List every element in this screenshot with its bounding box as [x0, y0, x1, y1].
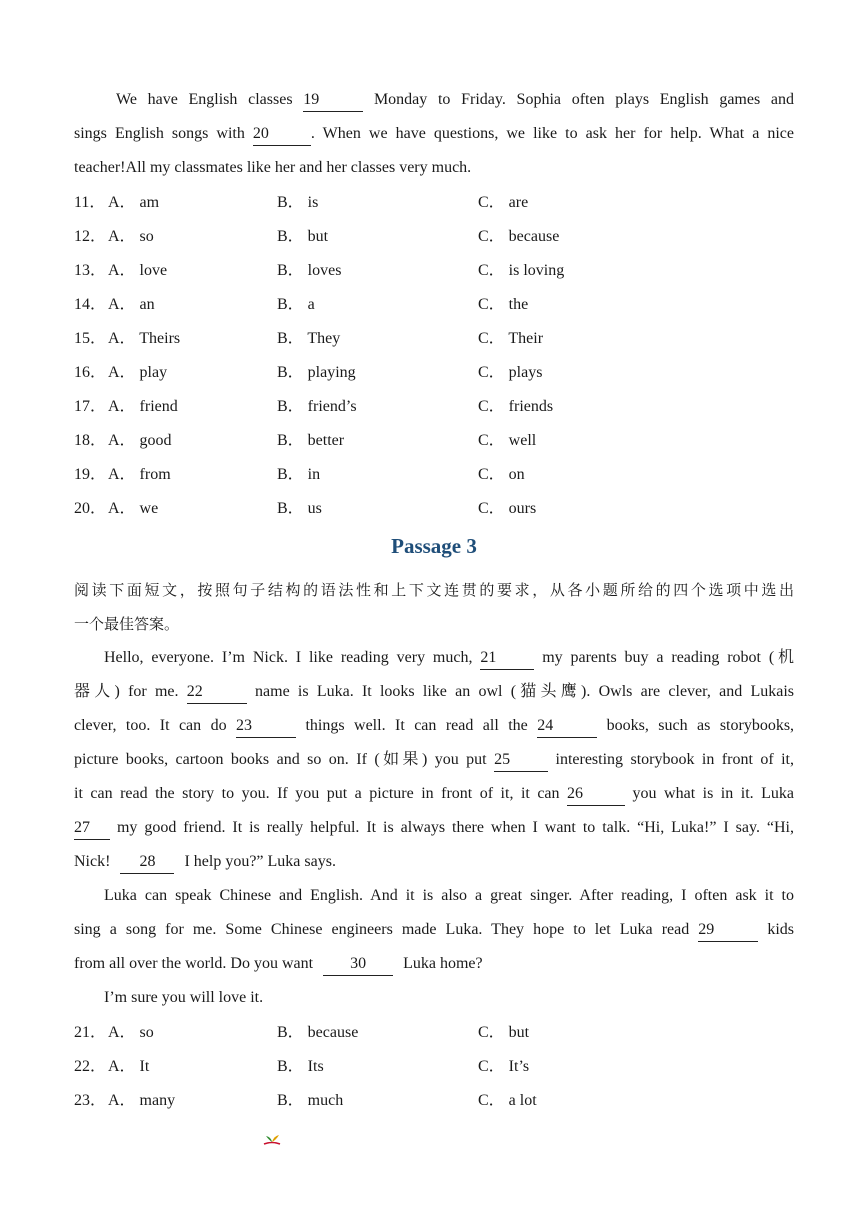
passage2-line-3: teacher!All my classmates like her and her classes very much.: [74, 159, 472, 176]
passage3-line-7: [74, 845, 794, 879]
question-row: [74, 1084, 794, 1118]
option-a: A． many: [108, 1092, 176, 1109]
text: I help you?” Luka says.: [184, 853, 336, 870]
question-row: [74, 356, 794, 390]
passage3-line-2: [74, 675, 794, 709]
question-row: [74, 1050, 794, 1084]
text: name is Luka. It looks like an owl (猫头鹰). Owls are clever, and Lukais: [255, 683, 794, 700]
option-c: C． ours: [478, 500, 537, 517]
question-number: 19．: [74, 466, 107, 483]
option-c: C． Their: [478, 330, 544, 347]
option-a: A． love: [108, 262, 168, 279]
question-number: 18．: [74, 432, 107, 449]
text: it can read the story to you. If you put a picture in front of it, it can: [74, 785, 560, 802]
question-number: 22．: [74, 1058, 107, 1075]
text: clever, too. It can do: [74, 717, 227, 734]
option-c: C． It’s: [478, 1058, 530, 1075]
question-row: [74, 322, 794, 356]
text: my good friend. It is really helpful. It is always there when I want to talk. “Hi, Luka!” I say. “Hi,: [116, 819, 794, 836]
question-row: [74, 254, 794, 288]
text: from all over the world. Do you want: [74, 955, 314, 972]
text: We have English classes: [116, 91, 293, 108]
option-a: A． It: [108, 1058, 150, 1075]
passage3-line-6: [74, 811, 794, 845]
option-a: A． we: [108, 500, 159, 517]
option-a: A． good: [108, 432, 172, 449]
passage3-line-10: [74, 947, 794, 981]
option-a: A． friend: [108, 398, 178, 415]
option-a: A． am: [108, 194, 160, 211]
option-c: C． well: [478, 432, 537, 449]
option-c: C． plays: [478, 364, 543, 381]
blank-19: 19: [303, 90, 363, 112]
passage3-line-3: [74, 709, 794, 743]
passage-title: Passage 3: [391, 534, 477, 558]
text: things well. It can read all the: [305, 717, 528, 734]
option-b: B． better: [277, 432, 345, 449]
option-b: B． us: [277, 500, 322, 517]
passage3-line-9: [74, 913, 794, 947]
blank-29: 29: [698, 920, 758, 942]
blank-23: 23: [236, 716, 296, 738]
text: 器人) for me.: [74, 683, 179, 700]
question-number: 16．: [74, 364, 107, 381]
text: picture books, cartoon books and so on. If (如果) you put: [74, 751, 487, 768]
question-number: 20．: [74, 500, 107, 517]
question-row: [74, 186, 794, 220]
question-number: 11．: [74, 194, 106, 211]
option-c: C． is loving: [478, 262, 565, 279]
option-c: C． but: [478, 1024, 530, 1041]
blank-26: 26: [567, 784, 625, 806]
passage2-line-2: [74, 117, 794, 151]
question-row: [74, 390, 794, 424]
text: my parents buy a reading robot (机: [542, 649, 795, 666]
option-b: B． a: [277, 296, 315, 313]
option-b: B． friend’s: [277, 398, 357, 415]
blank-21: 21: [480, 648, 534, 670]
text: you what is in it. Luka: [632, 785, 795, 802]
option-b: B． but: [277, 228, 329, 245]
option-b: B． Its: [277, 1058, 324, 1075]
blank-28: 28: [120, 852, 174, 874]
text: Luka home?: [403, 955, 483, 972]
question-number: 21．: [74, 1024, 107, 1041]
blank-22: 22: [187, 682, 247, 704]
text: . When we have questions, we like to ask her for help. What a nice: [310, 125, 795, 142]
question-number: 13．: [74, 262, 107, 279]
option-b: B． because: [277, 1024, 359, 1041]
option-a: A． from: [108, 466, 171, 483]
question-number: 17．: [74, 398, 107, 415]
sprout-logo-icon: [263, 1133, 281, 1145]
option-b: B． in: [277, 466, 321, 483]
passage3-line-4: [74, 743, 794, 777]
text: interesting storybook in front of it,: [555, 751, 794, 768]
passage2-line-1: [74, 83, 794, 117]
text: Monday to Friday. Sophia often plays English games and: [373, 91, 795, 108]
option-c: C． friends: [478, 398, 554, 415]
option-a: A． an: [108, 296, 155, 313]
blank-27: 27: [74, 818, 110, 840]
option-a: A． so: [108, 228, 154, 245]
blank-20: 20: [253, 124, 311, 146]
instruction-line-1: 阅读下面短文，按照句子结构的语法性和上下文连贯的要求，从各小题所给的四个选项中选出: [74, 581, 794, 599]
question-number: 15．: [74, 330, 107, 347]
option-c: C． because: [478, 228, 560, 245]
option-c: C． on: [478, 466, 525, 483]
option-b: B． playing: [277, 364, 356, 381]
question-row: [74, 424, 794, 458]
question-row: [74, 288, 794, 322]
option-c: C． are: [478, 194, 529, 211]
blank-30: 30: [323, 954, 393, 976]
option-a: A． so: [108, 1024, 154, 1041]
text: Hello, everyone. I’m Nick. I like reading very much,: [104, 649, 473, 666]
option-b: B． They: [277, 330, 341, 347]
text: Nick!: [74, 853, 111, 870]
option-b: B． much: [277, 1092, 344, 1109]
option-c: C． a lot: [478, 1092, 537, 1109]
option-b: B． is: [277, 194, 319, 211]
blank-24: 24: [537, 716, 597, 738]
question-row: [74, 458, 794, 492]
passage3-line-1: [74, 641, 794, 675]
question-row: [74, 220, 794, 254]
passage3-line-11: I’m sure you will love it.: [104, 989, 264, 1006]
question-row: [74, 1016, 794, 1050]
blank-25: 25: [494, 750, 548, 772]
question-number: 14．: [74, 296, 107, 313]
option-a: A． play: [108, 364, 168, 381]
option-c: C． the: [478, 296, 529, 313]
text: sing a song for me. Some Chinese engineers made Luka. They hope to let Luka read: [74, 921, 690, 938]
instruction-line-2: 一个最佳答案。: [74, 615, 180, 633]
text: books, such as storybooks,: [606, 717, 795, 734]
question-number: 23．: [74, 1092, 107, 1109]
option-a: A． Theirs: [108, 330, 181, 347]
question-row: [74, 492, 794, 526]
question-number: 12．: [74, 228, 107, 245]
passage3-line-5: [74, 777, 794, 811]
text: sings English songs with: [74, 125, 245, 142]
passage3-line-8: Luka can speak Chinese and English. And it is also a great singer. After reading, I often ask it to: [104, 887, 794, 904]
text: kids: [767, 921, 794, 938]
option-b: B． loves: [277, 262, 342, 279]
